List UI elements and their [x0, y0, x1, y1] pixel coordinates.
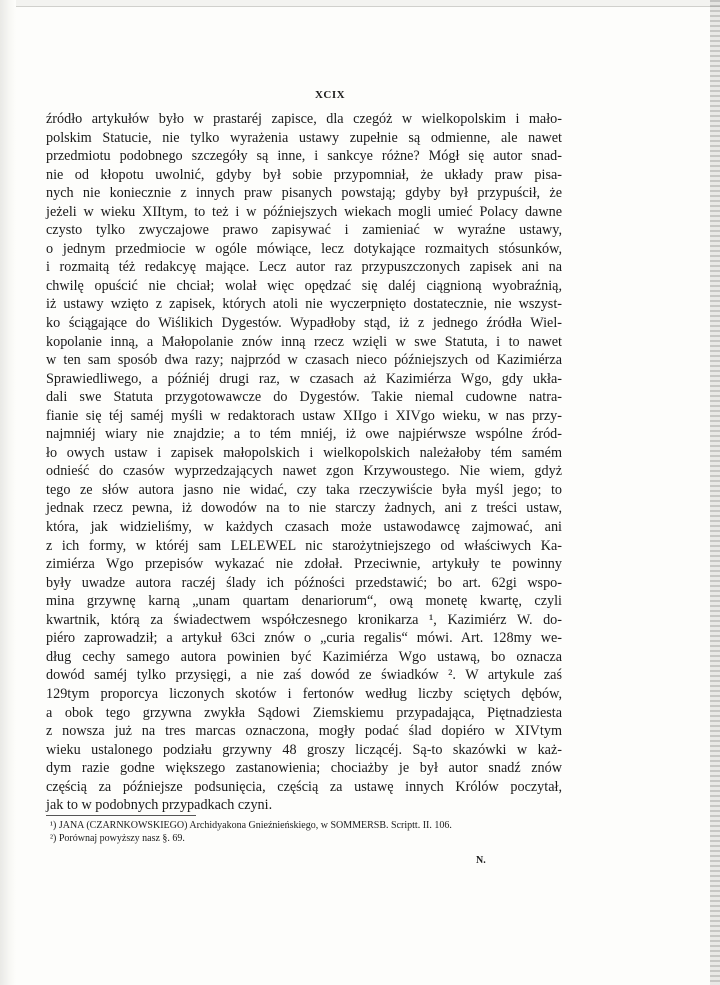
text-line: Sprawiedliwego, a późniéj drugi raz, w czasach aż Kazimiérza Wgo, gdy ukła-: [46, 370, 562, 387]
text-line: były uwadze autora raczéj ślady ich późności przedstawić; bo art. 62gi wspo-: [46, 574, 562, 591]
text-line: ło owych ustaw i zapisek małopolskich i wielkopolskich należałoby tém samém: [46, 444, 562, 461]
footnote-1: ¹) JANA (CZARNKOWSKIEGO) Archidyakona Gnieźnieńskiego, w SOMMERSB. Scriptt. II. 106.: [50, 820, 452, 831]
text-line: nych nie koniecznie z innych praw pisanych powstają; gdyby był przypuścił, że: [46, 185, 562, 202]
text-line: tego ze słów autora jasno nie widać, czy taka rzeczywiście była myśl jego; to: [46, 481, 562, 498]
body-text: [46, 110, 562, 815]
text-line: częścią za późniejsze podsunięcia, częścią za ustawę innych Królów poczytał,: [46, 778, 562, 795]
signature-mark: N.: [476, 855, 486, 866]
footnotes: [50, 819, 560, 845]
text-line: a obok tego grzywna zwykła Sądowi Ziemskiemu przypadająca, Piętnadziesta: [46, 704, 562, 721]
text-line: polskim Statucie, nie tylko wyrażenia ustawy zupełnie są odmienne, ale nawet: [46, 129, 562, 146]
text-line: jeżeli w wieku XIItym, to też i w późniejszych wiekach mogli umieć Polacy dawne: [46, 203, 562, 220]
text-line: 129tym proporcya liczonych skotów i fertonów według liczby sciętych dębów,: [46, 685, 562, 702]
text-line: nie od kłopotu uwolnić, gdyby był sobie przypomniał, że układy praw pisa-: [46, 166, 562, 183]
text-line: dym razie godne większego zastanowienia; chociażby je był autor snadź znów: [46, 760, 562, 777]
text-line: dowód saméj tylko przysięgi, a nie zaś dowód ze świadków ². W artykule zaś: [46, 667, 562, 684]
text-line-last: jak to w podobnych przypadkach czyni.: [46, 797, 273, 814]
text-line: z nowsza już na tres marcas oznaczona, mogły podać ślad dopiéro w XIVtym: [46, 723, 562, 740]
text-line: chwilę opuścić nie chciał; wolał więc opędzać się daléj ciągnioną wyobraźnią,: [46, 277, 562, 294]
page-top-edge: [0, 0, 720, 7]
text-line: źródło artykułów było w prastaréj zapisce, dla czegóż w wielkopolskim i mało-: [46, 111, 562, 127]
text-line: mina grzywnę karną „unam quartam denariorum“, ową monetę kwartę, czyli: [46, 593, 562, 610]
text-line: przedmiotu podobnego szczegóły są inne, i sankcye różne? Mógł się autor snad-: [46, 148, 562, 165]
text-line: iż ustawy wzięto z zapisek, których atoli nie wyczerpnięto dostatecznie, nie wszyst-: [46, 296, 562, 313]
text-line: z ich formy, w któréj sam LELEWEL nic starożytniejszego od właściwych Ka-: [46, 537, 562, 554]
text-line: zimiérza Wgo przepisów wykazać nie zdołał. Przeciwnie, artykuły te powinny: [46, 556, 562, 573]
text-line: o jednym przedmiocie w ogóle mówiące, lecz dotykające rozmaitych stósunków,: [46, 240, 562, 257]
text-line: dali swe Statuta przygotowawcze do Dygestów. Takie niemal cudowne natra-: [46, 389, 562, 406]
running-head-page-number: XCIX: [314, 89, 346, 101]
text-line: i rozmaitą téż redakcyę mające. Lecz autor raz przypuszczonych zapisek ani na: [46, 259, 562, 276]
text-line: która, jak widzieliśmy, w każdych czasach może ustawodawcę zajmować, ani: [46, 519, 562, 536]
footnote-2: ²) Porównaj powyższy nasz §. 69.: [50, 833, 185, 844]
footnote-divider: [46, 815, 196, 816]
text-line: piéro zaprowadził; a artykuł 63ci znów o „curia regalis“ mówi. Art. 128my we-: [46, 630, 562, 647]
text-line: kwartnik, którą za świadectwem współczesnego kronikarza ¹, Kazimiérz W. do-: [46, 611, 562, 628]
text-line: fianie się téj saméj myśli w redaktorach ustaw XIIgo i XIVgo wieku, w nas przy-: [46, 407, 562, 424]
text-line: kopolanie inną, a Małopolanie znów inną rzecz wzięli w swe Statuta, i to nawet: [46, 333, 562, 350]
text-line: odnieść do czasów wyprzedzających nawet zgon Krzywoustego. Nie wiem, gdyż: [46, 463, 562, 480]
text-line: w ten sam sposób dwa razy; najprzód w czasach nieco późniejszych od Kazimiérza: [46, 352, 562, 369]
page-right-edge: [710, 0, 720, 985]
text-line: czysto tylko zwyczajowe prawo zapisywać i zamieniać w wyraźne ustawy,: [46, 222, 562, 239]
text-line: wieku ustalonego podziału grzywny 48 groszy liczącéj. Są-to skazówki w każ-: [46, 741, 562, 758]
page-left-shadow: [0, 0, 16, 985]
text-line: dług cechy samego autora powinien być Kazimiérza Wgo ustawą, bo oznacza: [46, 648, 562, 665]
text-line: ko ściągające do Wiślikich Dygestów. Wypadłoby stąd, iż z jednego źródła Wiel-: [46, 315, 562, 332]
text-line: najmniéj wiary nie znajdzie; a to tém mniéj, iż owe najpiérwsze wspólne źród-: [46, 426, 562, 443]
text-line: jednak rzecz pewna, iż dowodów na to nie starczy żadnych, ani z treści ustaw,: [46, 500, 562, 517]
